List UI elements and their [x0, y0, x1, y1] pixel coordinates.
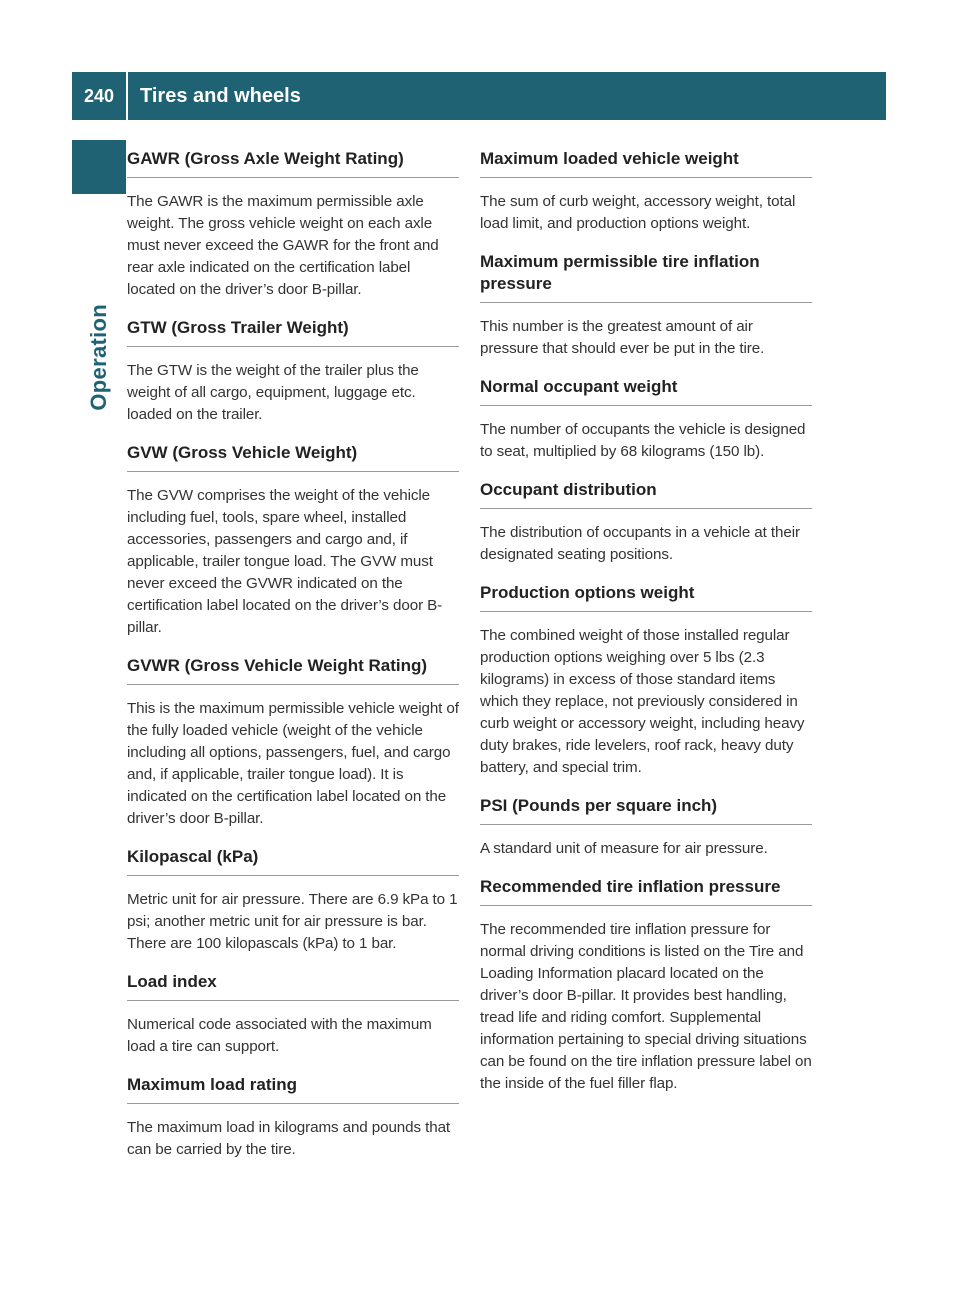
page-number: 240 — [83, 85, 115, 106]
glossary-term: PSI (Pounds per square inch) — [480, 795, 812, 825]
glossary-term: GTW (Gross Trailer Weight) — [127, 317, 459, 347]
glossary-term: GVWR (Gross Vehicle Weight Rating) — [127, 655, 459, 685]
glossary-entry — [480, 148, 812, 235]
glossary-entry — [480, 795, 812, 860]
glossary-definition: The sum of curb weight, accessory weight, total load limit, and production options weight. — [480, 193, 796, 232]
glossary-term: Occupant distribution — [480, 479, 812, 509]
side-tab-marker — [72, 140, 126, 194]
glossary-definition: Numerical code associated with the maximum load a tire can support. — [127, 1016, 432, 1055]
section-title: Tires and wheels — [140, 84, 301, 107]
glossary-entry — [480, 876, 812, 1095]
glossary-term: Maximum load rating — [127, 1074, 459, 1104]
glossary-definition: This number is the greatest amount of air pressure that should ever be put in the tire. — [480, 318, 765, 357]
glossary-definition: This is the maximum permissible vehicle weight of the fully loaded vehicle (weight of the vehicle including all options, passengers, fuel, and cargo and, if applicable, trailer tongue load). It is indicated on the certification label located on the driver’s door B-pillar. — [127, 700, 459, 827]
glossary-term: Kilopascal (kPa) — [127, 846, 459, 876]
glossary-term: Maximum permissible tire inflation pressure — [480, 251, 812, 303]
glossary-definition: The GTW is the weight of the trailer plus the weight of all cargo, equipment, luggage etc. loaded on the trailer. — [127, 362, 419, 423]
side-tab-label: Operation — [86, 304, 111, 411]
glossary-entry — [480, 251, 812, 360]
glossary-term: Maximum loaded vehicle weight — [480, 148, 812, 178]
glossary-entry — [127, 148, 459, 301]
glossary-entry — [480, 479, 812, 566]
page-header — [72, 72, 886, 120]
glossary-term: Recommended tire inflation pressure — [480, 876, 812, 906]
glossary-definition: A standard unit of measure for air pressure. — [480, 840, 768, 857]
glossary-term: Normal occupant weight — [480, 376, 812, 406]
glossary-entry — [127, 846, 459, 955]
glossary-entry — [480, 376, 812, 463]
glossary-definition: The recommended tire inflation pressure for normal driving conditions is listed on the Tire and Loading Information placard located on the driver’s door B-pillar. It provides best handling, tread life and riding comfort. Supplemental information pertaining to special driving situations can be found on the tire inflation pressure label on the inside of the fuel filler flap. — [480, 921, 812, 1092]
glossary-entry — [127, 971, 459, 1058]
side-tab — [72, 194, 126, 514]
right-column — [480, 148, 812, 1111]
glossary-definition: The GVW comprises the weight of the vehicle including fuel, tools, spare wheel, installed accessories, passengers and cargo and, if applicable, trailer tongue load. The GVW must never exceed the GVWR indicated on the certification label located on the driver’s door B-pillar. — [127, 487, 443, 636]
glossary-entry — [127, 442, 459, 639]
glossary-definition: The GAWR is the maximum permissible axle weight. The gross vehicle weight on each axle must never exceed the GAWR for the front and rear axle indicated on the certification label located on the driver’s door B-pillar. — [127, 193, 439, 298]
glossary-term: Load index — [127, 971, 459, 1001]
glossary-term: GVW (Gross Vehicle Weight) — [127, 442, 459, 472]
glossary-definition: The combined weight of those installed regular production options weighing over 5 lbs (2.3 kilograms) in excess of those standard items which they replace, not previously considered in curb weight or accessory weight, including heavy duty brakes, ride levelers, roof rack, heavy duty battery, and special trim. — [480, 627, 805, 776]
glossary-entry — [127, 1074, 459, 1161]
glossary-definition: Metric unit for air pressure. There are 6.9 kPa to 1 psi; another metric unit for air pressure is bar. There are 100 kilopascals (kPa) to 1 bar. — [127, 891, 458, 952]
left-column — [127, 148, 459, 1177]
glossary-entry — [480, 582, 812, 779]
glossary-definition: The number of occupants the vehicle is designed to seat, multiplied by 68 kilograms (150 lb). — [480, 421, 806, 460]
glossary-definition: The distribution of occupants in a vehicle at their designated seating positions. — [480, 524, 800, 563]
glossary-term: GAWR (Gross Axle Weight Rating) — [127, 148, 459, 178]
glossary-entry — [127, 317, 459, 426]
glossary-term: Production options weight — [480, 582, 812, 612]
glossary-definition: The maximum load in kilograms and pounds that can be carried by the tire. — [127, 1119, 451, 1158]
glossary-entry — [127, 655, 459, 830]
